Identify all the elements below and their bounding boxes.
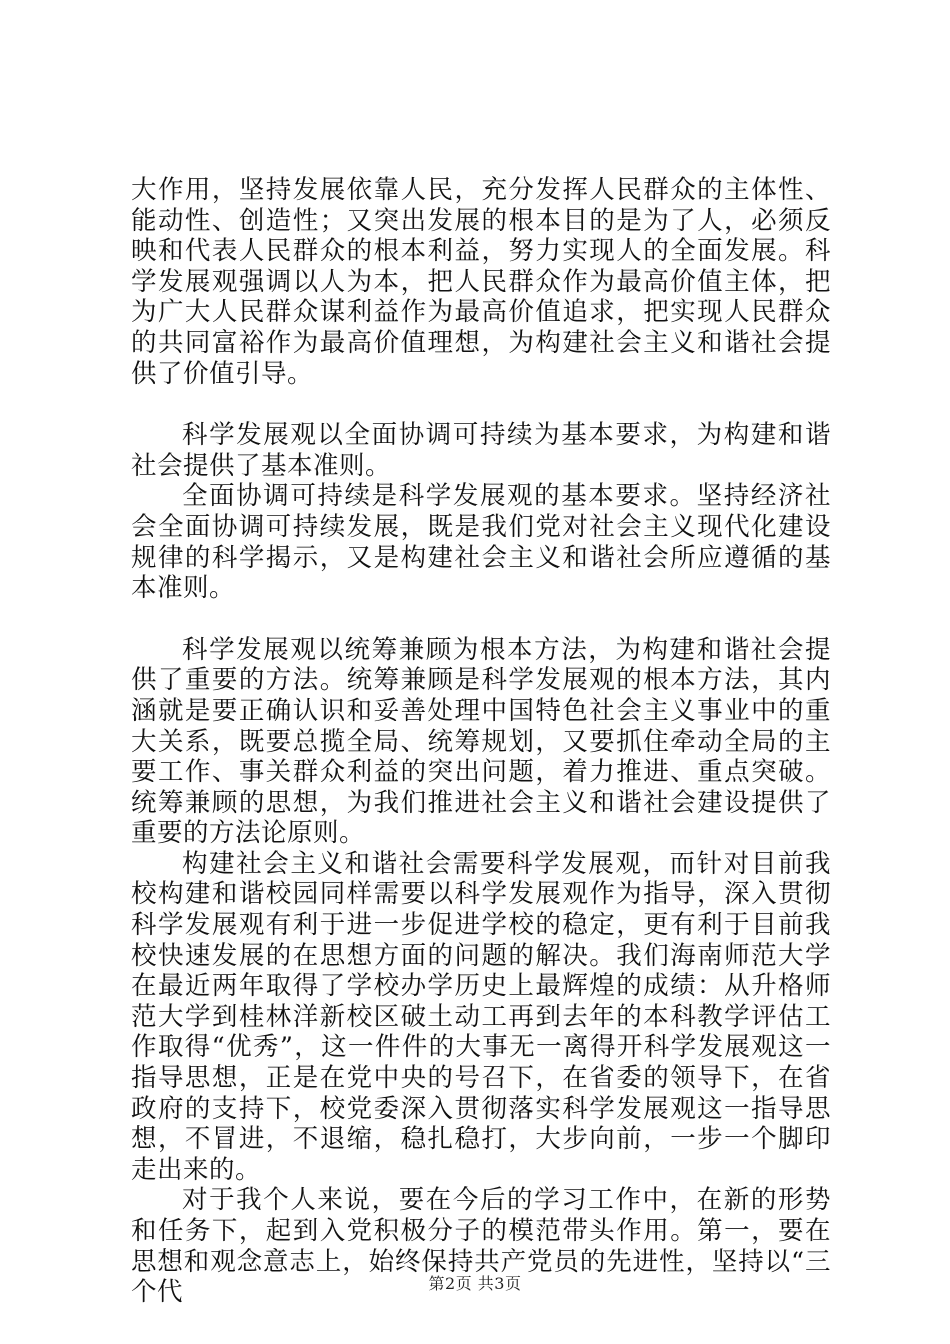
paragraph-5: 构建社会主义和谐社会需要科学发展观，而针对目前我校构建和谐校园同样需要以科学发展观作为指导，深入贯彻科学发展观有利于进一步促进学校的稳定，更有利于目前我校快速发展的在思想方面的问题的解决。我们海南师范大学在最近两年取得了学校办学历史上最辉煌的成绩：从升格师范大学到桂林洋新校区破土动工再到去年的本科教学评估工作取得“优秀”，这一件件的大事无一离得开科学发展观这一指导思想，正是在党中央的号召下，在省委的领导下，在省政府的支持下，校党委深入贯彻落实科学发展观这一指导思想，不冒进，不退缩，稳扎稳打，大步向前，一步一个脚印走出来的。 xyxy=(131,848,831,1185)
paragraph-4: 科学发展观以统筹兼顾为根本方法，为构建和谐社会提供了重要的方法。统筹兼顾是科学发展观的根本方法，其内涵就是要正确认识和妥善处理中国特色社会主义事业中的重大关系，既要总揽全局、统筹规划，又要抓住牵动全局的主要工作、事关群众利益的突出问题，着力推进、重点突破。统筹兼顾的思想，为我们推进社会主义和谐社会建设提供了重要的方法论原则。 xyxy=(131,634,831,849)
page-footer: 第2页 共3页 xyxy=(428,1274,522,1293)
paragraph-3: 全面协调可持续是科学发展观的基本要求。坚持经济社会全面协调可持续发展，既是我们党对社会主义现代化建设规律的科学揭示，又是构建社会主义和谐社会所应遵循的基本准则。 xyxy=(131,481,831,604)
paragraph-1: 大作用，坚持发展依靠人民，充分发挥人民群众的主体性、能动性、创造性；又突出发展的根本目的是为了人，必须反映和代表人民群众的根本利益，努力实现人的全面发展。科学发展观强调以人为本，把人民群众作为最高价值主体，把为广大人民群众谋利益作为最高价值追求，把实现人民群众的共同富裕作为最高价值理想，为构建社会主义和谐社会提供了价值引导。 xyxy=(131,175,831,389)
document-body xyxy=(131,175,831,1308)
paragraph-6: 对于我个人来说，要在今后的学习工作中，在新的形势和任务下，起到入党积极分子的模范带头作用。第一，要在思想和观念意志上，始终保持共产党员的先进性，坚持以“三个代 xyxy=(131,1185,831,1308)
paragraph-2: 科学发展观以全面协调可持续为基本要求，为构建和谐社会提供了基本准则。 xyxy=(131,420,831,481)
